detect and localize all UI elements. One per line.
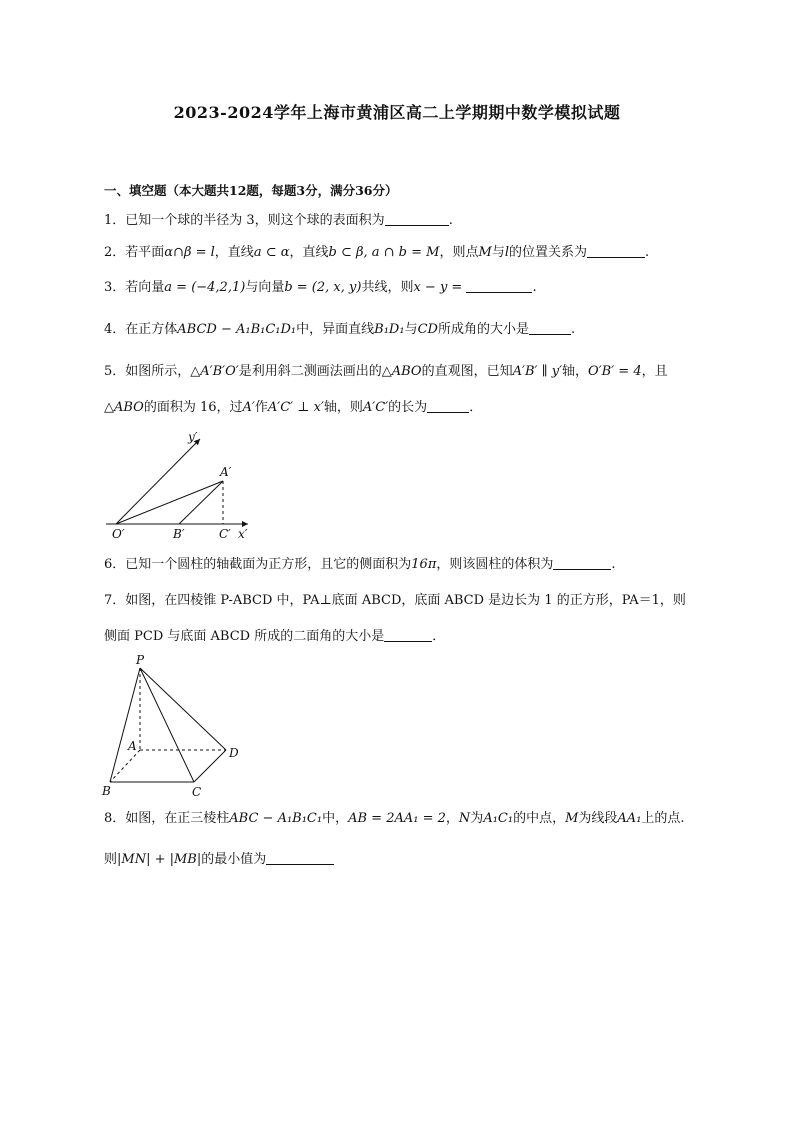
q3-math-c: x − y =	[413, 280, 467, 295]
q8-math-a: ABC − A₁B₁C₁	[229, 811, 323, 826]
q8-line1-c: ，	[445, 811, 459, 826]
q5-line1-d: 轴，	[562, 364, 589, 379]
q7-line1: 7．如图，在四棱锥 P-ABCD 中，PA⊥底面 ABCD，底面 ABCD 是边长为 1 的正方形，PA＝1，则	[104, 593, 686, 608]
q8-math-b: AB = 2AA₁ = 2	[348, 811, 446, 826]
q4-text-c: 与	[404, 322, 418, 337]
question-8-line-1	[104, 809, 704, 829]
q5-line1-b: 是利用斜二测画法画出的	[238, 364, 382, 379]
q5-math-g: A′C′ ⊥ x′	[267, 400, 324, 415]
q1-text: 1．已知一个球的半径为 3，则这个球的表面积为	[104, 213, 385, 228]
q5-line2-c: 轴，则	[323, 400, 363, 415]
fig5-label-x: x′	[238, 527, 248, 541]
fig7-label-a: A	[128, 739, 137, 753]
q8-answer-blank[interactable]	[266, 850, 334, 865]
question-2: 2．若平面α∩β = l，直线a ⊂ α，直线b ⊂ β, a ∩ b = M，则点M与l的位置关系为 .	[104, 245, 650, 260]
q4-math-b: B₁D₁	[374, 322, 405, 337]
q8-line2-b: 的最小值为	[201, 852, 267, 867]
question-5-line-1	[104, 362, 704, 382]
q4-text-b: 中，异面直线	[296, 322, 375, 337]
fig7-edge-pd	[140, 668, 226, 750]
fig5-label-o: O′	[112, 527, 125, 541]
question-6: 6．已知一个圆柱的轴截面为正方形，且它的侧面积为16π，则该圆柱的体积为 .	[104, 557, 616, 572]
fig7-label-c: C	[192, 785, 202, 799]
q7-answer-blank[interactable]	[384, 627, 432, 642]
q2-math-d: M	[478, 245, 492, 260]
fig5-segment-ba	[179, 481, 223, 524]
q2-math-b: a ⊂ α	[253, 245, 290, 260]
q4-answer-blank[interactable]	[529, 320, 571, 335]
fig5-label-a: A′	[220, 465, 232, 479]
q3-text-a: 3．若向量	[104, 280, 165, 295]
q2-text-c: ，直线	[289, 245, 329, 260]
page-title: 2023-2024学年上海市黄浦区高二上学期期中数学模拟试题	[173, 103, 621, 122]
q7-line2: 侧面 PCD 与底面 ABCD 所成的二面角的大小是	[104, 629, 385, 644]
q8-line1-a: 8．如图，在正三棱柱	[104, 811, 230, 826]
q2-text-f: 的位置关系为	[509, 245, 588, 260]
q4-math-c: CD	[417, 322, 438, 337]
q5-line2-b: 作	[254, 400, 268, 415]
q8-line1-g: 上的点.	[641, 811, 685, 826]
q5-math-a: △A′B′O′	[190, 364, 239, 379]
q5-line2-a: 的面积为 16，过	[143, 400, 243, 415]
fig5-label-c: C′	[219, 527, 231, 541]
q8-math-d: A₁C₁	[483, 811, 514, 826]
q2-math-c: b ⊂ β, a ∩ b = M	[328, 245, 440, 260]
q1-answer-blank[interactable]	[385, 211, 449, 226]
q5-line1-e: ，且	[641, 364, 668, 379]
q6-answer-blank[interactable]	[553, 555, 611, 570]
q2-math-e: l	[504, 245, 509, 260]
fig5-label-b: B′	[173, 527, 185, 541]
q5-line2-d: 的长为	[388, 400, 428, 415]
q6-math-a: 16π	[411, 557, 437, 572]
question-4: 4．在正方体ABCD − A₁B₁C₁D₁中，异面直线B₁D₁与CD所成角的大小是 .	[104, 322, 576, 337]
fig7-edge-pc	[140, 668, 194, 782]
q3-text-c: 共线，则	[361, 280, 414, 295]
q5-line1-c: 的直观图，已知	[421, 364, 513, 379]
q2-text-a: 2．若平面	[104, 245, 165, 260]
q6-text-a: 6．已知一个圆柱的轴截面为正方形，且它的侧面积为	[104, 557, 412, 572]
q8-line1-b: 中，	[322, 811, 349, 826]
figure-pyramid	[98, 650, 248, 800]
question-8-line-2	[104, 850, 704, 870]
q3-math-b: b = (2, x, y)	[284, 280, 362, 295]
q2-text-d: ，则点	[439, 245, 479, 260]
section-heading: 一、填空题（本大题共12题，每题3分，满分36分）	[104, 183, 398, 198]
question-1: 1．已知一个球的半径为 3，则这个球的表面积为 .	[104, 213, 453, 228]
q8-math-c: N	[458, 811, 471, 826]
fig5-y-axis	[116, 439, 200, 524]
q5-line1-a: 5．如图所示，	[104, 364, 191, 379]
question-5-line-2: △ABO的面积为 16，过A′作A′C′ ⊥ x′轴，则A′C′的长为 ．	[104, 400, 483, 415]
figure-oblique-projection	[100, 425, 260, 545]
q5-answer-blank[interactable]	[427, 398, 469, 413]
q8-math-e: M	[565, 811, 579, 826]
fig7-edge-cd	[194, 750, 226, 782]
q4-math-a: ABCD − A₁B₁C₁D₁	[177, 322, 297, 337]
fig5-segment-oa	[116, 481, 223, 524]
q2-answer-blank[interactable]	[587, 243, 645, 258]
q2-text-b: ，直线	[214, 245, 254, 260]
q8-line1-d: 为	[470, 811, 484, 826]
q8-math-f: AA₁	[617, 811, 642, 826]
fig7-label-d: D	[229, 746, 239, 760]
q2-text-e: 与	[491, 245, 505, 260]
q5-math-h: A′C′	[362, 400, 389, 415]
q5-math-f: A′	[242, 400, 255, 415]
q6-text-b: ，则该圆柱的体积为	[436, 557, 554, 572]
question-7-line-2: 侧面 PCD 与底面 ABCD 所成的二面角的大小是 ．	[104, 629, 446, 644]
q3-answer-blank[interactable]	[466, 278, 532, 293]
q3-text-b: 与向量	[245, 280, 285, 295]
q4-text-d: 所成角的大小是	[437, 322, 529, 337]
q3-math-a: a = (−4,2,1)	[164, 280, 246, 295]
q8-line1-f: 为线段	[578, 811, 618, 826]
q8-line2-a: 则	[104, 852, 118, 867]
q5-math-b: △ABO	[381, 364, 422, 379]
fig7-edge-pb	[110, 668, 140, 782]
fig5-label-y: y′	[188, 430, 198, 444]
fig7-label-b: B	[102, 784, 111, 798]
q8-line1-e: 的中点，	[513, 811, 566, 826]
fig7-label-p: P	[136, 653, 145, 667]
q8-math-g: |MN| + |MB|	[117, 852, 202, 867]
question-7-line-1	[104, 591, 704, 611]
question-3: 3．若向量a = (−4,2,1)与向量b = (2, x, y)共线，则x − y = .	[104, 280, 537, 295]
q5-math-c: A′B′ ∥ y′	[512, 364, 563, 379]
q5-math-e: △ABO	[104, 400, 144, 415]
q4-text-a: 4．在正方体	[104, 322, 178, 337]
q2-math-a: α∩β = l	[164, 245, 215, 260]
q5-math-d: O′B′ = 4	[588, 364, 642, 379]
